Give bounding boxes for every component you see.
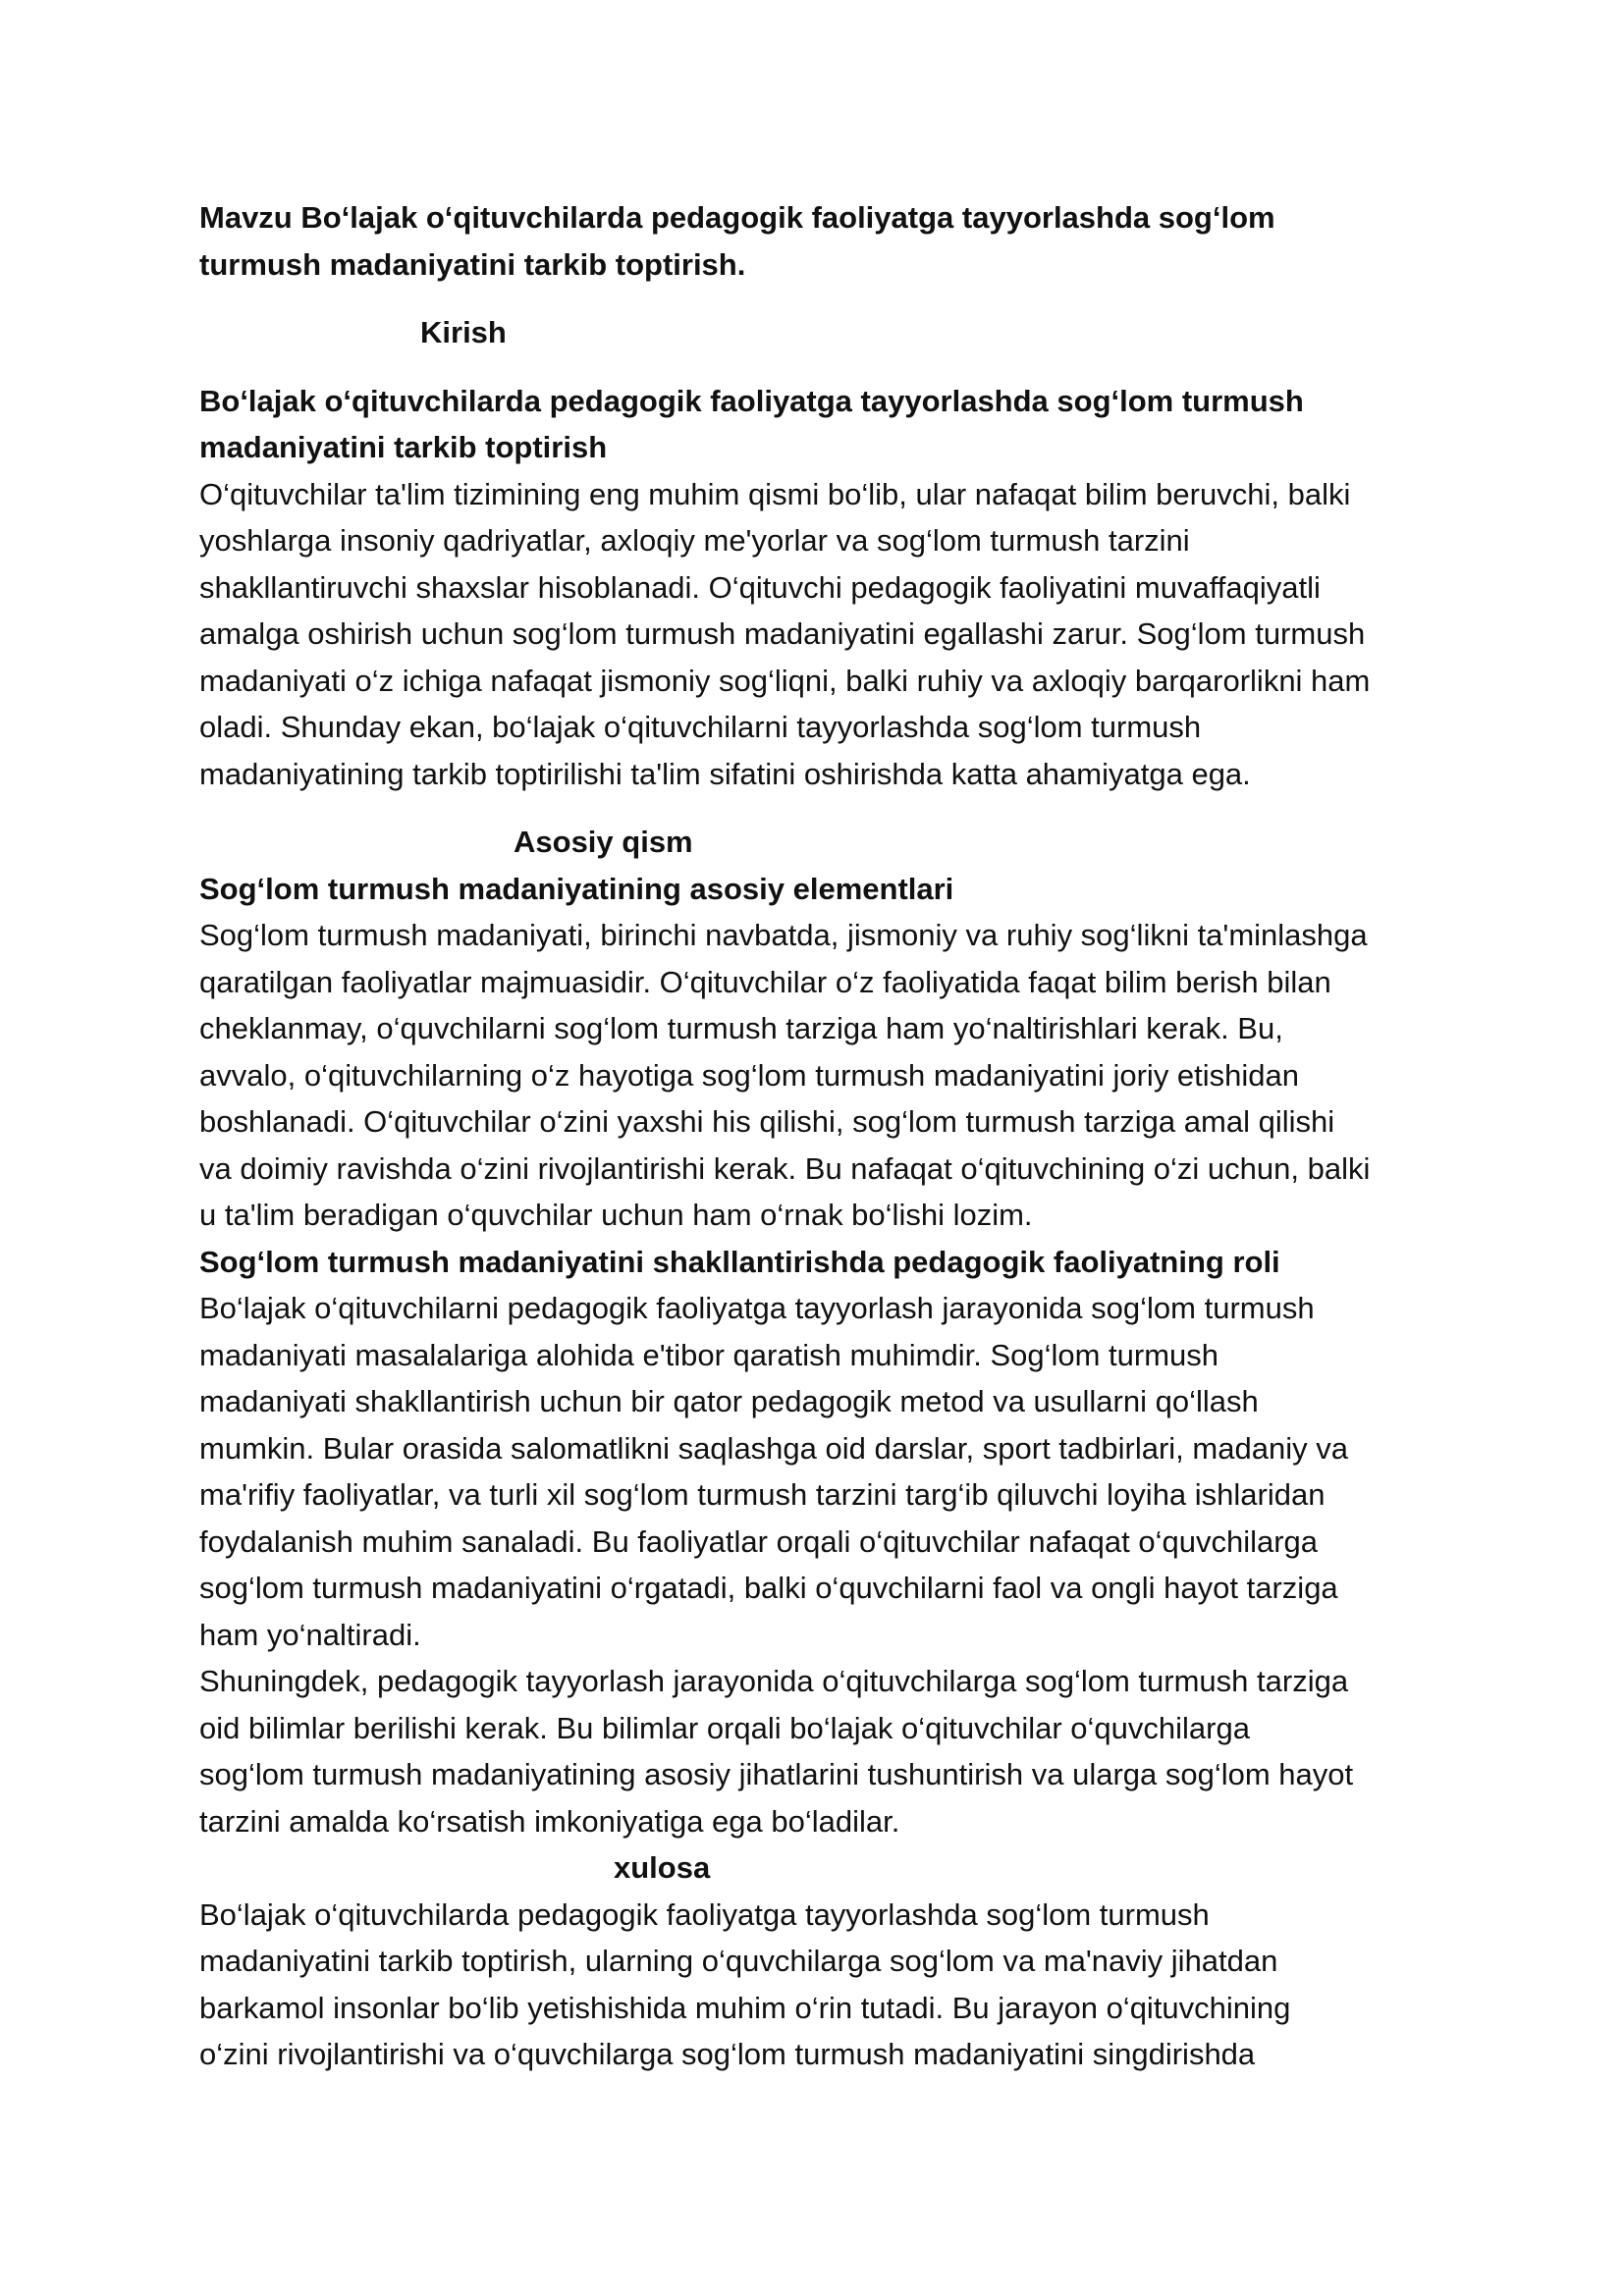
paragraph-line: Bo‘lajak o‘qituvchilarni pedagogik faoliyatga tayyorlash jarayonida sog‘lom turmush [199,1291,1315,1325]
paragraph-line: va doimiy ravishda o‘zini rivojlantirishi kerak. Bu nafaqat o‘qituvchining o‘zi uchun, balki [199,1150,1371,1186]
paragraph-line: qaratilgan faoliyatlar majmuasidir. O‘qituvchilar o‘z faoliyatida faqat bilim berish bilan [199,964,1331,999]
paragraph-line: boshlanadi. O‘qituvchilar o‘zini yaxshi his qilishi, sog‘lom turmush tarziga amal qilishi [199,1104,1335,1139]
paragraph-line: Shuningdek, pedagogik tayyorlash jarayonida o‘qituvchilarga sog‘lom turmush tarziga [199,1664,1349,1698]
paragraph-line: foydalanish muhim sanaladi. Bu faoliyatlar orqali o‘qituvchilar nafaqat o‘quvchilarga [199,1523,1319,1559]
section1-paragraph [199,912,1476,1239]
paragraph-line: O‘qituvchilar ta'lim tizimining eng muhim qismi bo‘lib, ular nafaqat bilim beruvchi, balki [199,476,1351,511]
paragraph-line: madaniyatini tarkib toptirish, ularning o‘quvchilarga sog‘lom va ma'naviy jihatdan [199,1944,1278,1978]
paragraph-line: Bo‘lajak o‘qituvchilarda pedagogik faoliyatga tayyorlashda sog‘lom turmush [199,1896,1210,1932]
conclusion-paragraph [199,1892,1476,2078]
paragraph-line: shakllantiruvchi shaxslar hisoblanadi. O‘qituvchi pedagogik faoliyatini muvaffaqiyatli [199,569,1321,605]
paragraph-line: yoshlarga insoniy qadriyatlar, axloqiy me'yorlar va sog‘lom turmush tarzini [199,523,1190,558]
intro-heading: Kirish [420,315,507,349]
subheading-line: madaniyatini tarkib toptirish [199,430,608,464]
paragraph-line: o‘zini rivojlantirishi va o‘quvchilarga sog‘lom turmush madaniyatini singdirishda [199,2037,1256,2071]
paragraph-line: barkamol insonlar bo‘lib yetishishida muhim o‘rin tutadi. Bu jarayon o‘qituvchining [199,1990,1291,2025]
paragraph-line: Sog‘lom turmush madaniyati, birinchi navbatda, jismoniy va ruhiy sog‘likni ta'minlashga [199,918,1368,952]
paragraph-line: tarzini amalda ko‘rsatish imkoniyatiga ega bo‘ladilar. [199,1803,900,1839]
paragraph-line: amalga oshirish uchun sog‘lom turmush madaniyatini egallashi zarur. Sog‘lom turmush [199,616,1366,651]
paragraph-line: sog‘lom turmush madaniyatining asosiy jihatlarini tushuntirish va ularga sog‘lom hayot [199,1757,1354,1791]
paragraph-line: mumkin. Bular orasida salomatlikni saqlashga oid darslar, sport tadbirlari, madaniy va [199,1430,1348,1466]
section1-subheading: Sog‘lom turmush madaniyatining asosiy elementlari [199,871,954,906]
paragraph-line: oladi. Shunday ekan, bo‘lajak o‘qituvchilarni tayyorlashda sog‘lom turmush [199,710,1202,744]
paragraph-line: madaniyati shakllantirish uchun bir qator pedagogik metod va usullarni qo‘llash [199,1384,1259,1418]
title-line: turmush madaniyatini tarkib toptirish. [199,246,746,282]
paragraph-line: cheklanmay, o‘quvchilarni sog‘lom turmush tarziga ham yo‘naltirishlari kerak. Bu, [199,1011,1283,1045]
paragraph-line: u ta'lim beradigan o‘quvchilar uchun ham o‘rnak bo‘lishi lozim. [199,1198,1033,1232]
subheading-line: Bo‘lajak o‘qituvchilarda pedagogik faoliyatga tayyorlashda sog‘lom turmush [199,383,1304,418]
paragraph-line: ham yo‘naltiradi. [199,1617,421,1652]
paragraph-line: oid bilimlar berilishi kerak. Bu bilimlar orqali bo‘lajak o‘qituvchilar o‘quvchilarga [199,1710,1250,1745]
paragraph-line: madaniyatining tarkib toptirilishi ta'lim sifatini oshirishda katta ahamiyatga ega. [199,756,1251,791]
section2-subheading: Sog‘lom turmush madaniyatini shakllantirishda pedagogik faoliyatning roli [199,1244,1280,1279]
document-title [199,194,1476,288]
title-line: Mavzu Bo‘lajak o‘qituvchilarda pedagogik faoliyatga tayyorlashda sog‘lom [199,200,1275,235]
paragraph-line: avvalo, o‘qituvchilarning o‘z hayotiga sog‘lom turmush madaniyatini joriy etishidan [199,1057,1300,1093]
paragraph-line: madaniyati o‘z ichiga nafaqat jismoniy sog‘liqni, balki ruhiy va axloqiy barqarorlikni ham [199,663,1371,698]
main-heading: Asosiy qism [514,825,693,859]
paragraph-line: ma'rifiy faoliyatlar, va turli xil sog‘lom turmush tarzini targ‘ib qiluvchi loyiha ishlaridan [199,1477,1326,1512]
paragraph-line: madaniyati masalalariga alohida e'tibor qaratish muhimdir. Sog‘lom turmush [199,1337,1219,1372]
intro-paragraph [199,471,1476,798]
paragraph-line: sog‘lom turmush madaniyatini o‘rgatadi, balki o‘quvchilarni faol va ongli hayot tarziga [199,1571,1338,1605]
section2-paragraph-1 [199,1285,1476,1658]
section2-paragraph-2 [199,1658,1476,1844]
conclusion-heading: xulosa [614,1850,711,1885]
document-page [199,194,1476,2078]
intro-subheading [199,378,1476,471]
